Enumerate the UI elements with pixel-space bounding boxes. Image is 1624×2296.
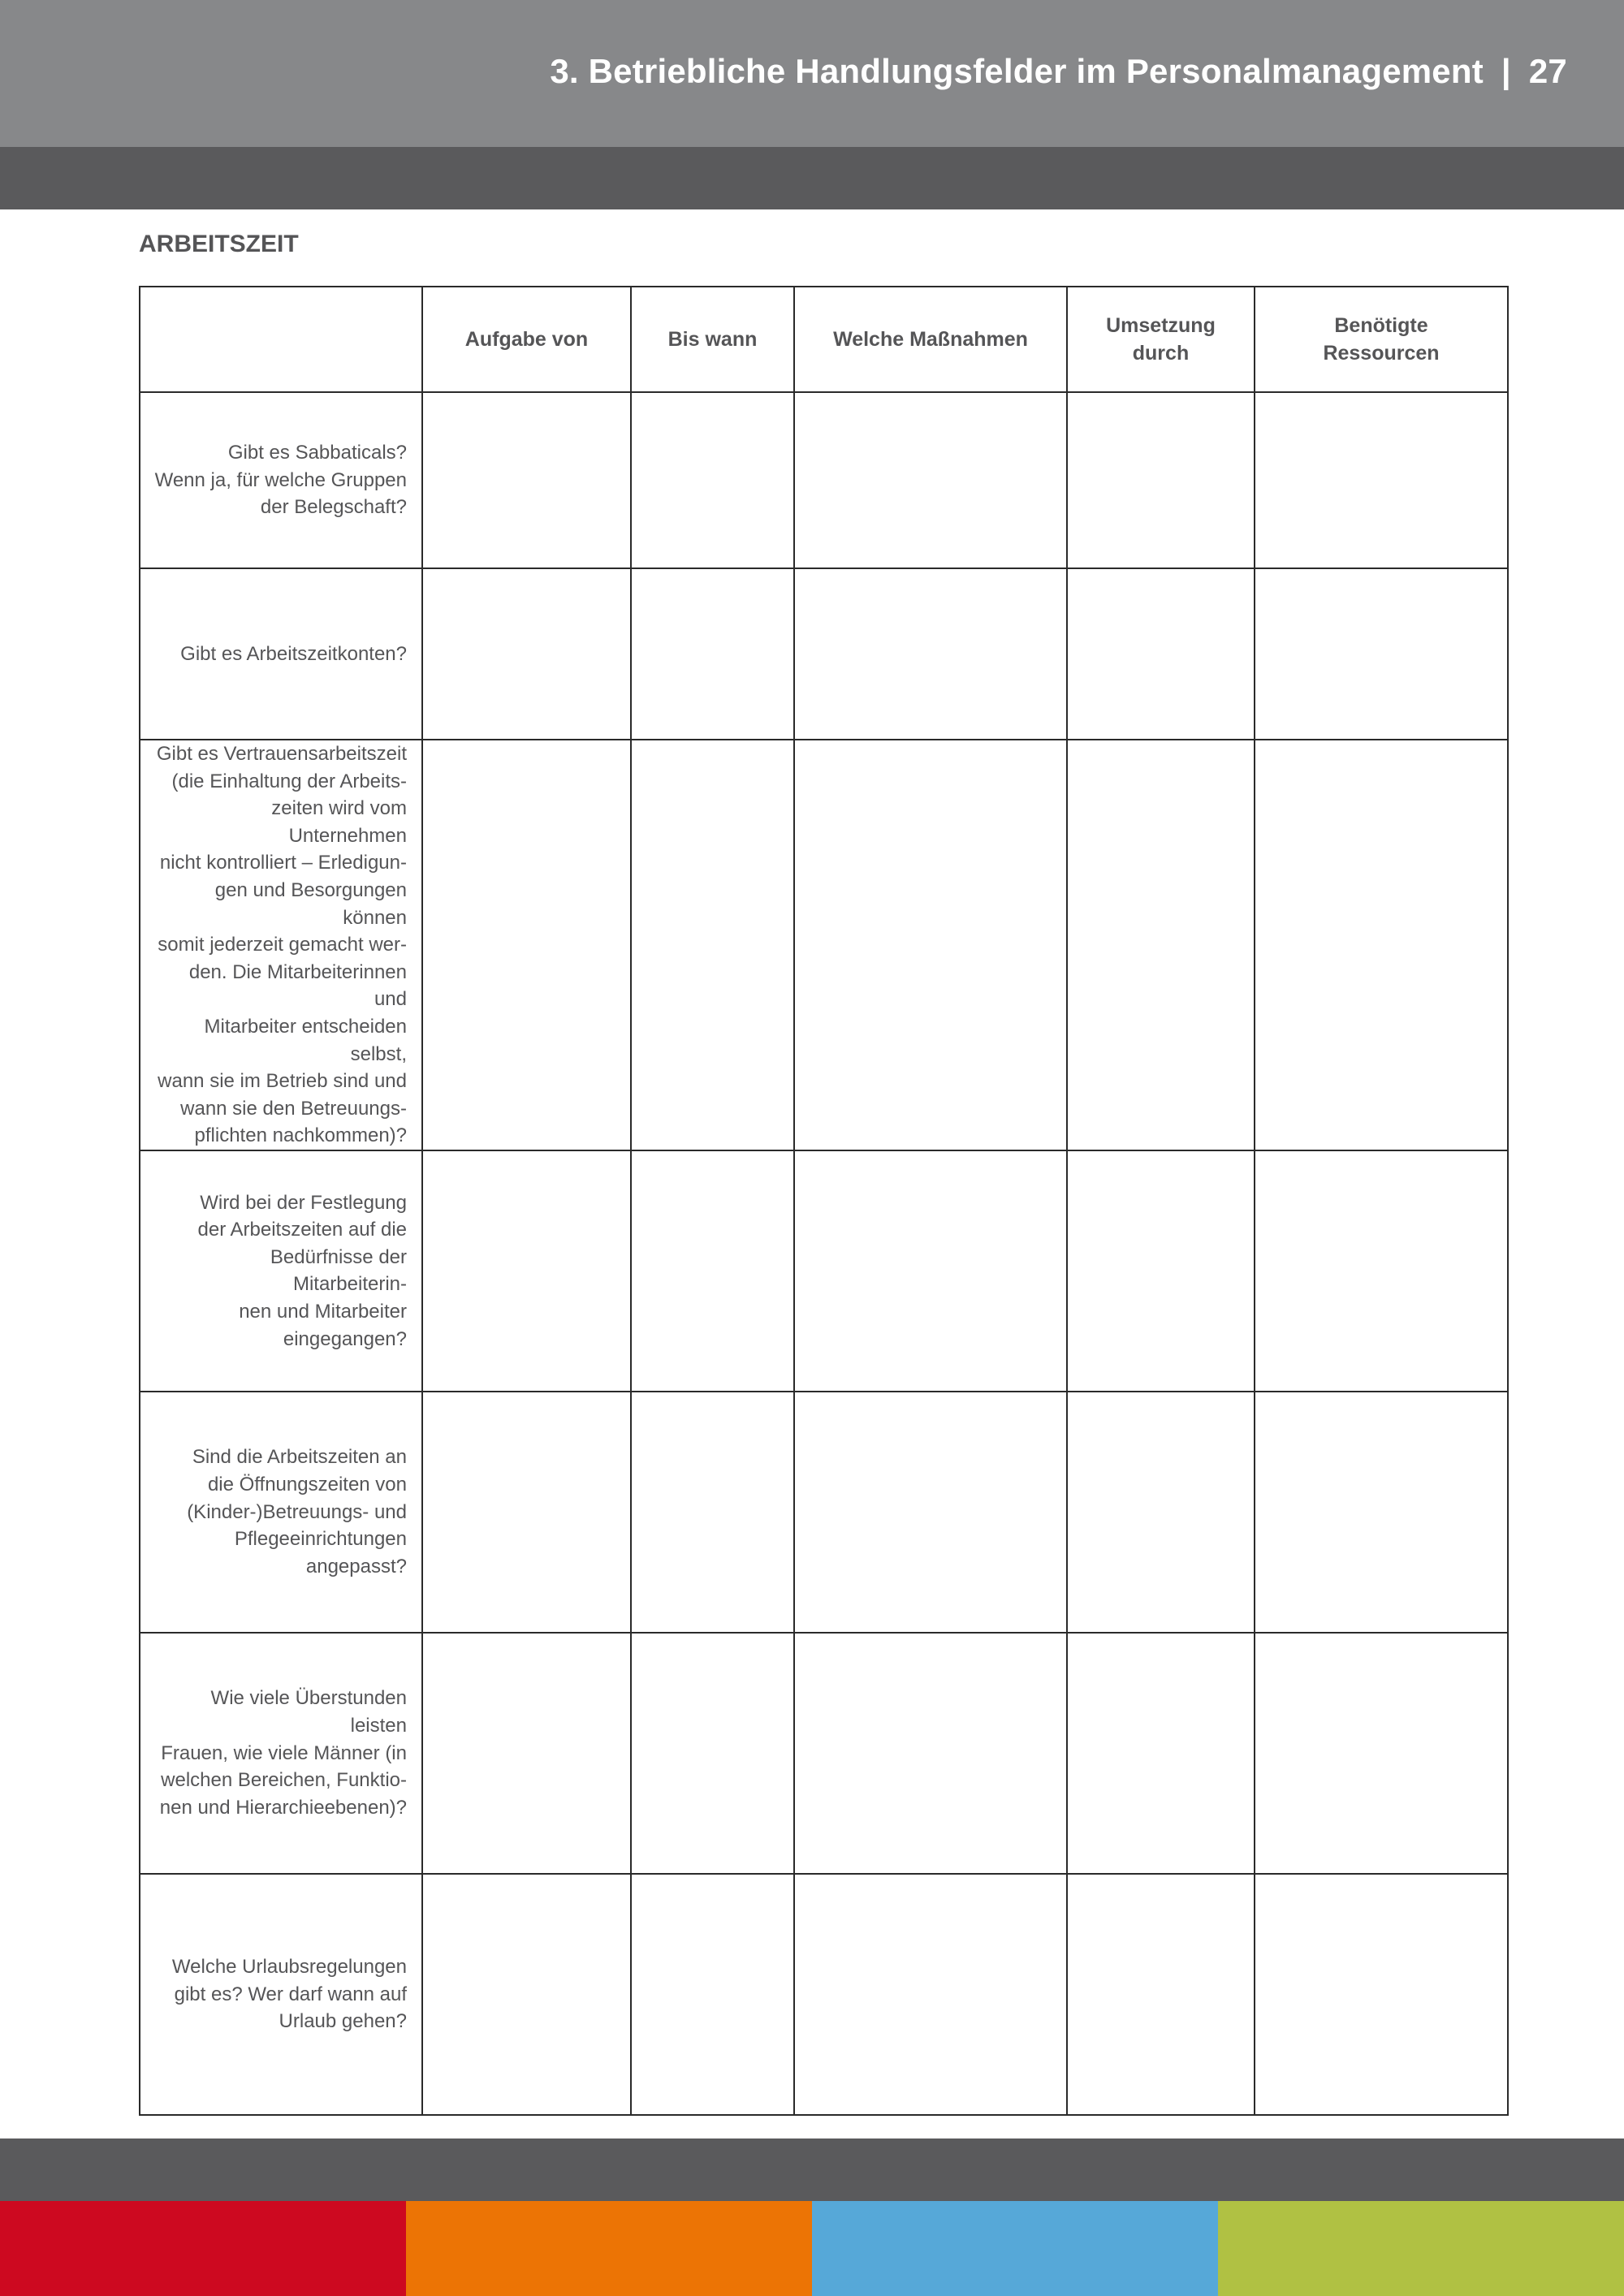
question-cell xyxy=(140,392,422,568)
answer-cell[interactable] xyxy=(1067,1392,1255,1633)
page-header-title xyxy=(550,52,1567,91)
question-text: Wird bei der Festlegung der Arbeitszeiten auf die Bedürfnisse der Mitarbeiterin- nen und Mitarbeiter eingegangen? xyxy=(197,1191,407,1350)
question-cell xyxy=(140,1150,422,1392)
question-cell xyxy=(140,568,422,740)
column-header-question xyxy=(140,287,422,392)
column-header-ressourcen-label: Benötigte Ressourcen xyxy=(1323,314,1440,365)
table-row xyxy=(140,568,1508,740)
answer-cell[interactable] xyxy=(794,1633,1067,1874)
column-header-massnahmen: Welche Maßnahmen xyxy=(794,287,1067,392)
question-text: Gibt es Arbeitszeitkonten? xyxy=(180,642,407,665)
question-text: Gibt es Vertrauensarbeitszeit (die Einhaltung der Arbeits- zeiten wird vom Unternehmen nicht kontrolliert – Erledigun- gen und Besorgungen können somit jederzeit gemacht wer- den. Die Mitarbeiterinnen und Mitarbeiter entscheiden selbst, wann sie im Betrieb sind und wann sie den Betreuungs- pflichten nachkommen)? xyxy=(156,743,407,1147)
column-header-umsetzung xyxy=(1067,287,1255,392)
header-separator: | xyxy=(1501,52,1511,90)
table-header-row xyxy=(140,287,1508,392)
column-header-umsetzung-label: Umsetzung durch xyxy=(1106,314,1216,365)
footer-stripe-green xyxy=(1218,2201,1624,2296)
answer-cell[interactable] xyxy=(422,1392,631,1633)
question-text: Gibt es Sabbaticals? Wenn ja, für welche Gruppen der Belegschaft? xyxy=(154,442,407,519)
answer-cell[interactable] xyxy=(422,392,631,568)
question-text: Welche Urlaubsregelungen gibt es? Wer darf wann auf Urlaub gehen? xyxy=(171,1956,407,2033)
page-number: 27 xyxy=(1528,52,1567,90)
answer-cell[interactable] xyxy=(794,392,1067,568)
footer-stripe-red xyxy=(0,2201,406,2296)
table-row xyxy=(140,1392,1508,1633)
answer-cell[interactable] xyxy=(631,568,794,740)
column-header-aufgabe-von: Aufgabe von xyxy=(422,287,631,392)
footer-band xyxy=(0,2138,1624,2201)
table-row xyxy=(140,392,1508,568)
answer-cell[interactable] xyxy=(422,740,631,1150)
answer-cell[interactable] xyxy=(631,1874,794,2115)
answer-cell[interactable] xyxy=(422,1633,631,1874)
answer-cell[interactable] xyxy=(1255,740,1508,1150)
answer-cell[interactable] xyxy=(1067,568,1255,740)
footer-stripe-orange xyxy=(406,2201,812,2296)
question-cell xyxy=(140,1874,422,2115)
answer-cell[interactable] xyxy=(631,1150,794,1392)
answer-cell[interactable] xyxy=(1067,392,1255,568)
footer-stripe-blue xyxy=(812,2201,1218,2296)
worksheet-table xyxy=(139,286,1509,2116)
answer-cell[interactable] xyxy=(794,1392,1067,1633)
question-cell xyxy=(140,740,422,1150)
table-row xyxy=(140,1150,1508,1392)
answer-cell[interactable] xyxy=(422,1150,631,1392)
answer-cell[interactable] xyxy=(1067,1874,1255,2115)
answer-cell[interactable] xyxy=(794,1874,1067,2115)
section-title: ARBEITSZEIT xyxy=(139,231,299,257)
answer-cell[interactable] xyxy=(422,568,631,740)
answer-cell[interactable] xyxy=(794,1150,1067,1392)
answer-cell[interactable] xyxy=(631,1633,794,1874)
answer-cell[interactable] xyxy=(1255,392,1508,568)
question-text: Wie viele Überstunden leisten Frauen, wie viele Männer (in welchen Bereichen, Funktio- nen und Hierarchieebenen)? xyxy=(159,1687,407,1819)
answer-cell[interactable] xyxy=(631,1392,794,1633)
footer-color-stripes xyxy=(0,2201,1624,2296)
table-row xyxy=(140,740,1508,1150)
answer-cell[interactable] xyxy=(422,1874,631,2115)
question-cell xyxy=(140,1633,422,1874)
answer-cell[interactable] xyxy=(1067,1633,1255,1874)
answer-cell[interactable] xyxy=(1067,1150,1255,1392)
answer-cell[interactable] xyxy=(794,568,1067,740)
answer-cell[interactable] xyxy=(1255,1392,1508,1633)
table-row xyxy=(140,1874,1508,2115)
answer-cell[interactable] xyxy=(1067,740,1255,1150)
header-band xyxy=(0,147,1624,209)
answer-cell[interactable] xyxy=(631,392,794,568)
answer-cell[interactable] xyxy=(1255,568,1508,740)
chapter-title: 3. Betriebliche Handlungsfelder im Personalmanagement xyxy=(550,52,1484,90)
answer-cell[interactable] xyxy=(794,740,1067,1150)
header-bar xyxy=(0,0,1624,147)
column-header-bis-wann: Bis wann xyxy=(631,287,794,392)
answer-cell[interactable] xyxy=(1255,1874,1508,2115)
question-text: Sind die Arbeitszeiten an die Öffnungszeiten von (Kinder-)Betreuungs- und Pflegeeinrichtungen angepasst? xyxy=(187,1446,407,1577)
table-row xyxy=(140,1633,1508,1874)
answer-cell[interactable] xyxy=(1255,1150,1508,1392)
answer-cell[interactable] xyxy=(1255,1633,1508,1874)
answer-cell[interactable] xyxy=(631,740,794,1150)
column-header-ressourcen xyxy=(1255,287,1508,392)
question-cell xyxy=(140,1392,422,1633)
